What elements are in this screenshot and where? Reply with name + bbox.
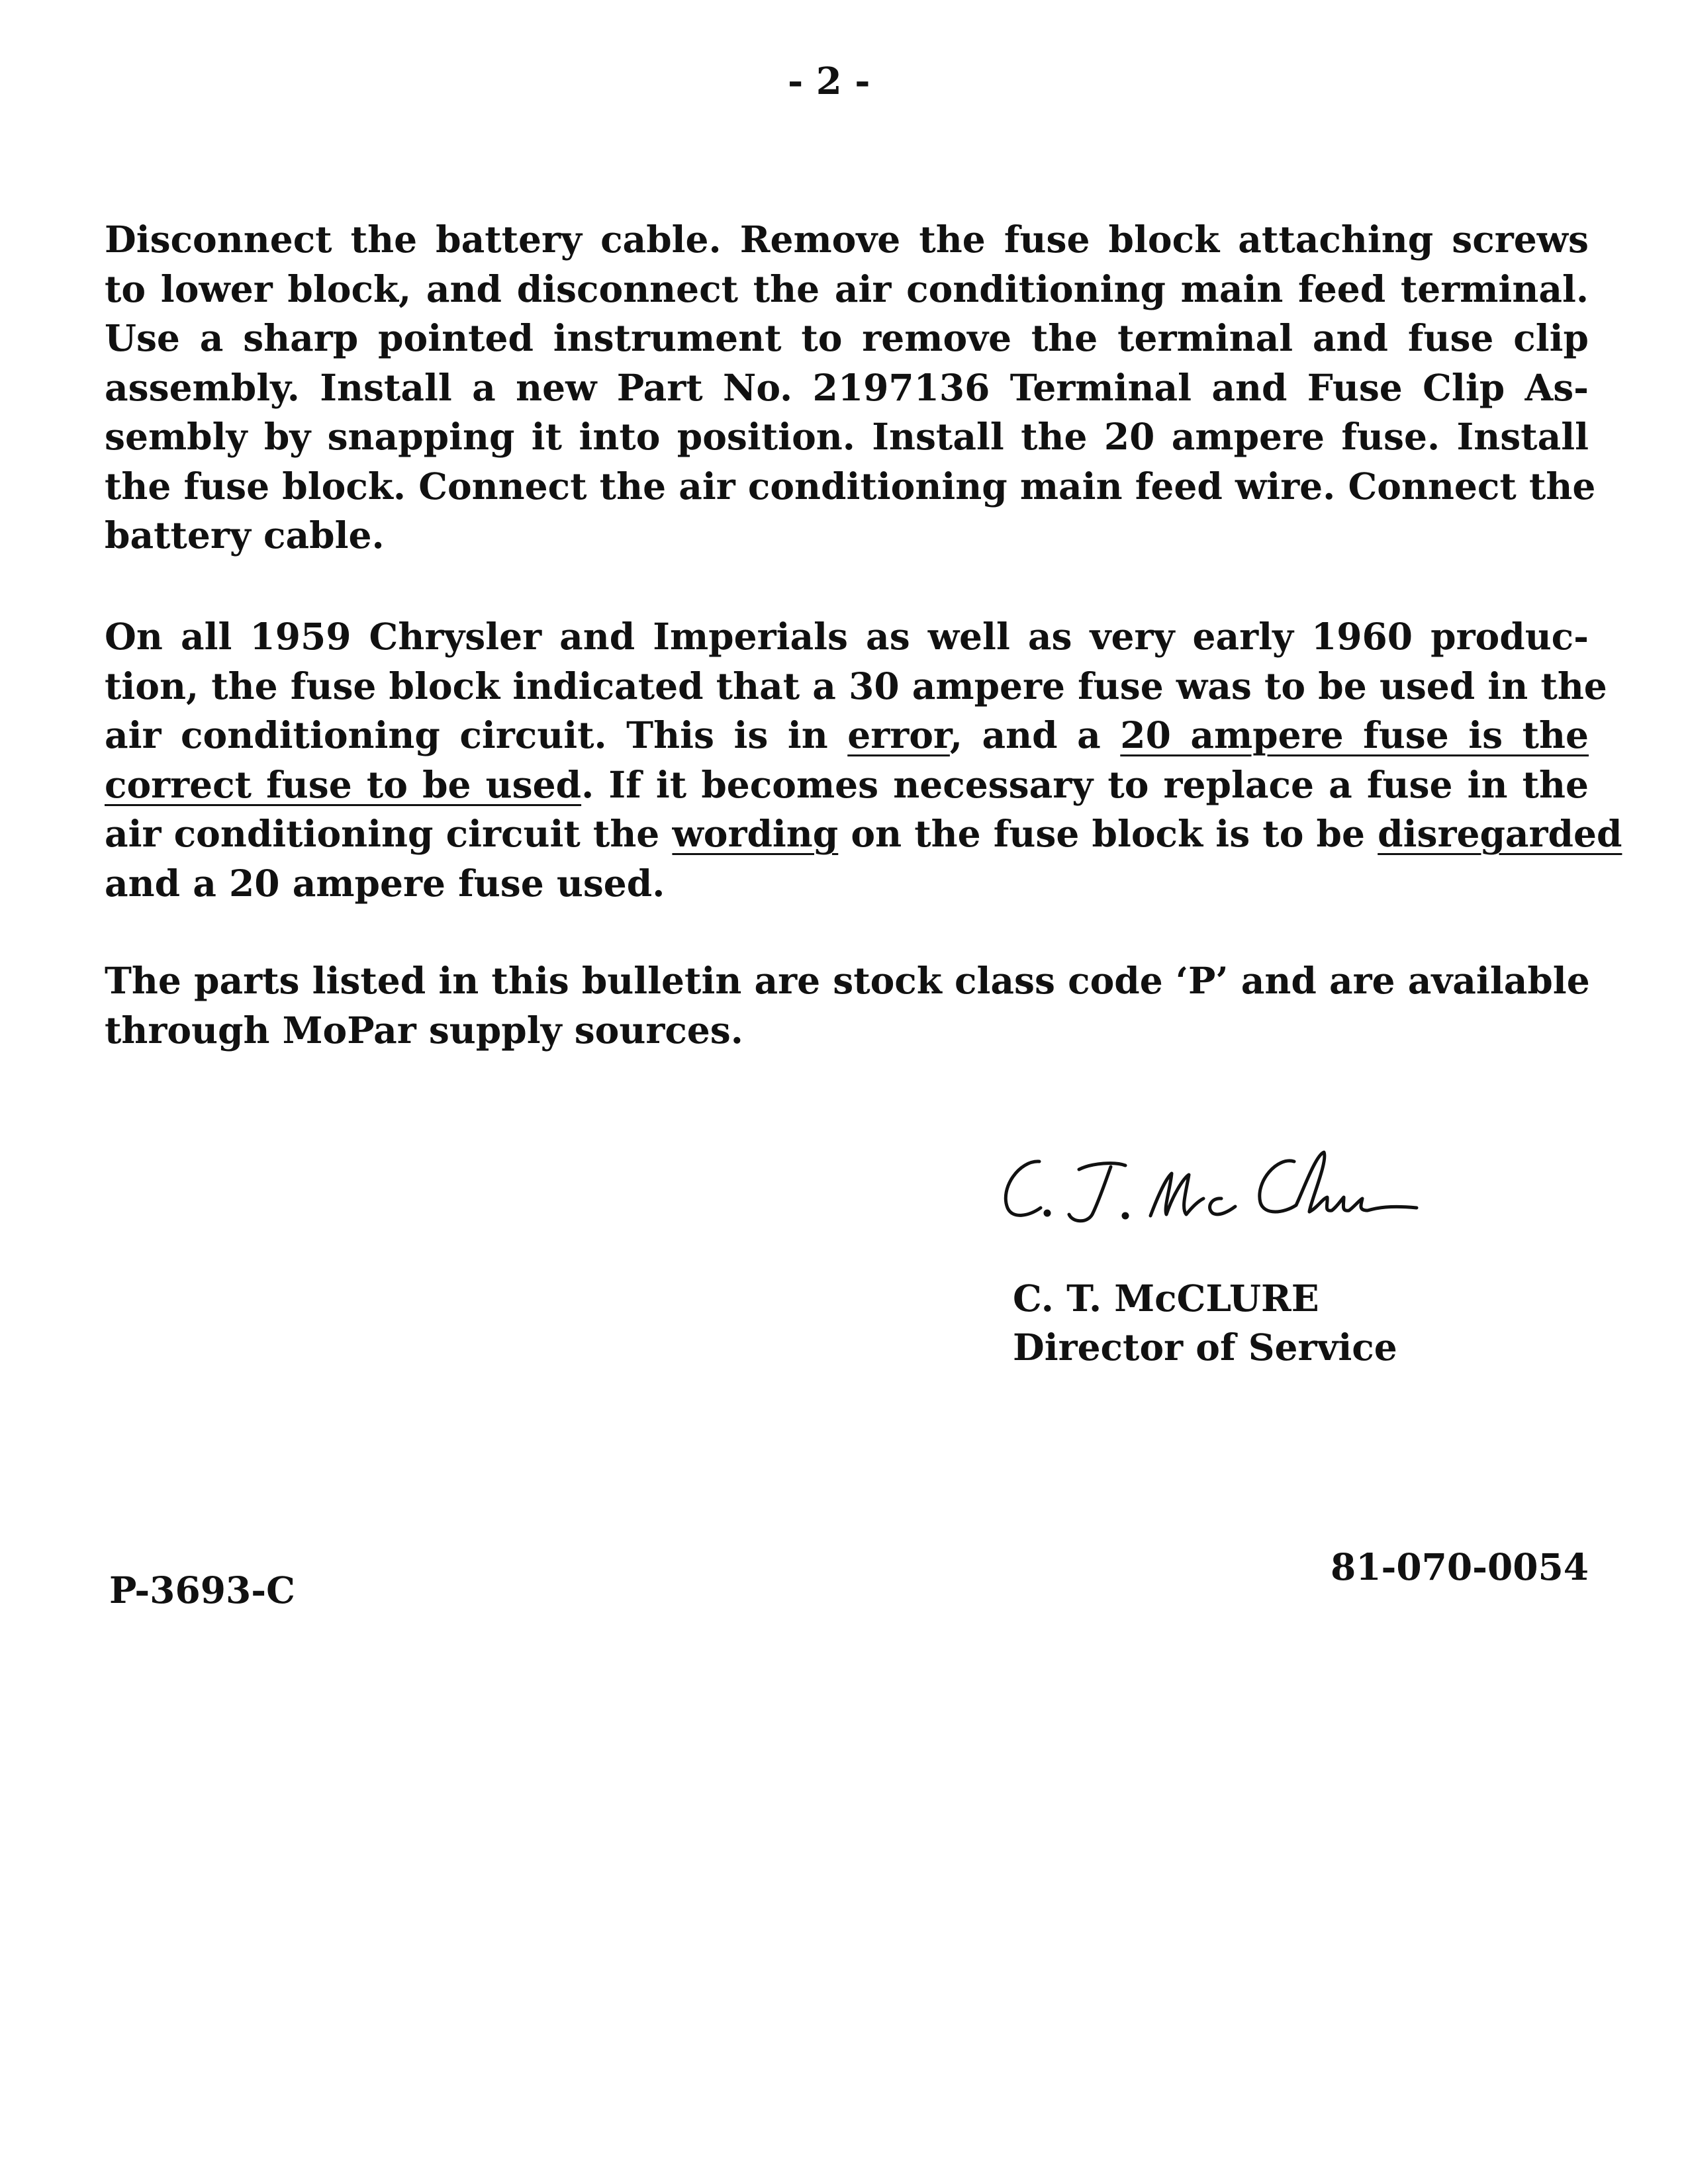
text-line: battery cable. [105,514,385,557]
signatory-title: Director of Service [1013,1326,1397,1369]
paragraph-fuse-replacement-procedure [105,215,1596,561]
page-number: - 2 - [788,60,870,103]
text-line: assembly. Install a new Part No. 2197136 Terminal and Fuse Clip As- [105,365,1589,409]
paragraph-parts-availability [105,956,1589,1055]
form-code: P-3693-C [109,1569,295,1612]
text-line: Disconnect the battery cable. Remove the fuse block attaching screws [105,218,1589,261]
underlined-word-error: error [847,713,950,756]
underlined-phrase-correct-fuse: 20 ampere fuse is the [1120,713,1589,756]
text-line: The parts listed in this bulletin are stock class code ‘P’ and are available [105,959,1590,1002]
text-line: the fuse block. Connect the air conditioning main feed wire. Connect the [105,464,1596,508]
handwritten-signature [993,1142,1443,1228]
text-line: through MoPar supply sources. [105,1008,743,1052]
paragraph-fuse-rating-correction [105,612,1622,908]
document-number: 81-070-0054 [1331,1545,1589,1588]
text-line: to lower block, and disconnect the air conditioning main feed terminal. [105,267,1589,310]
text-line: tion, the fuse block indicated that a 30 ampere fuse was to be used in the [105,664,1607,707]
text-segment: air conditioning circuit the [105,812,673,855]
text-segment: . If it becomes necessary to replace a fuse in the [581,762,1589,806]
signatory-name: C. T. McCLURE [1013,1277,1319,1320]
underlined-phrase-correct-fuse-continued: correct fuse to be used [105,762,582,806]
text-segment: air conditioning circuit. This is in [105,713,848,756]
text-segment: on the fuse block is to be [838,812,1378,855]
text-segment: , and a [949,713,1121,756]
text-line [105,760,1589,810]
text-line [105,809,1622,859]
text-line: On all 1959 Chrysler and Imperials as well as very early 1960 produc- [105,615,1589,658]
text-line: sembly by snapping it into position. Install the 20 ampere fuse. Install [105,415,1589,458]
underlined-word-disregarded: disregarded [1378,812,1622,855]
text-line: Use a sharp pointed instrument to remove the terminal and fuse clip [105,316,1589,359]
text-line [105,711,1589,760]
text-line: and a 20 ampere fuse used. [105,861,665,905]
underlined-word-wording: wording [672,812,839,855]
